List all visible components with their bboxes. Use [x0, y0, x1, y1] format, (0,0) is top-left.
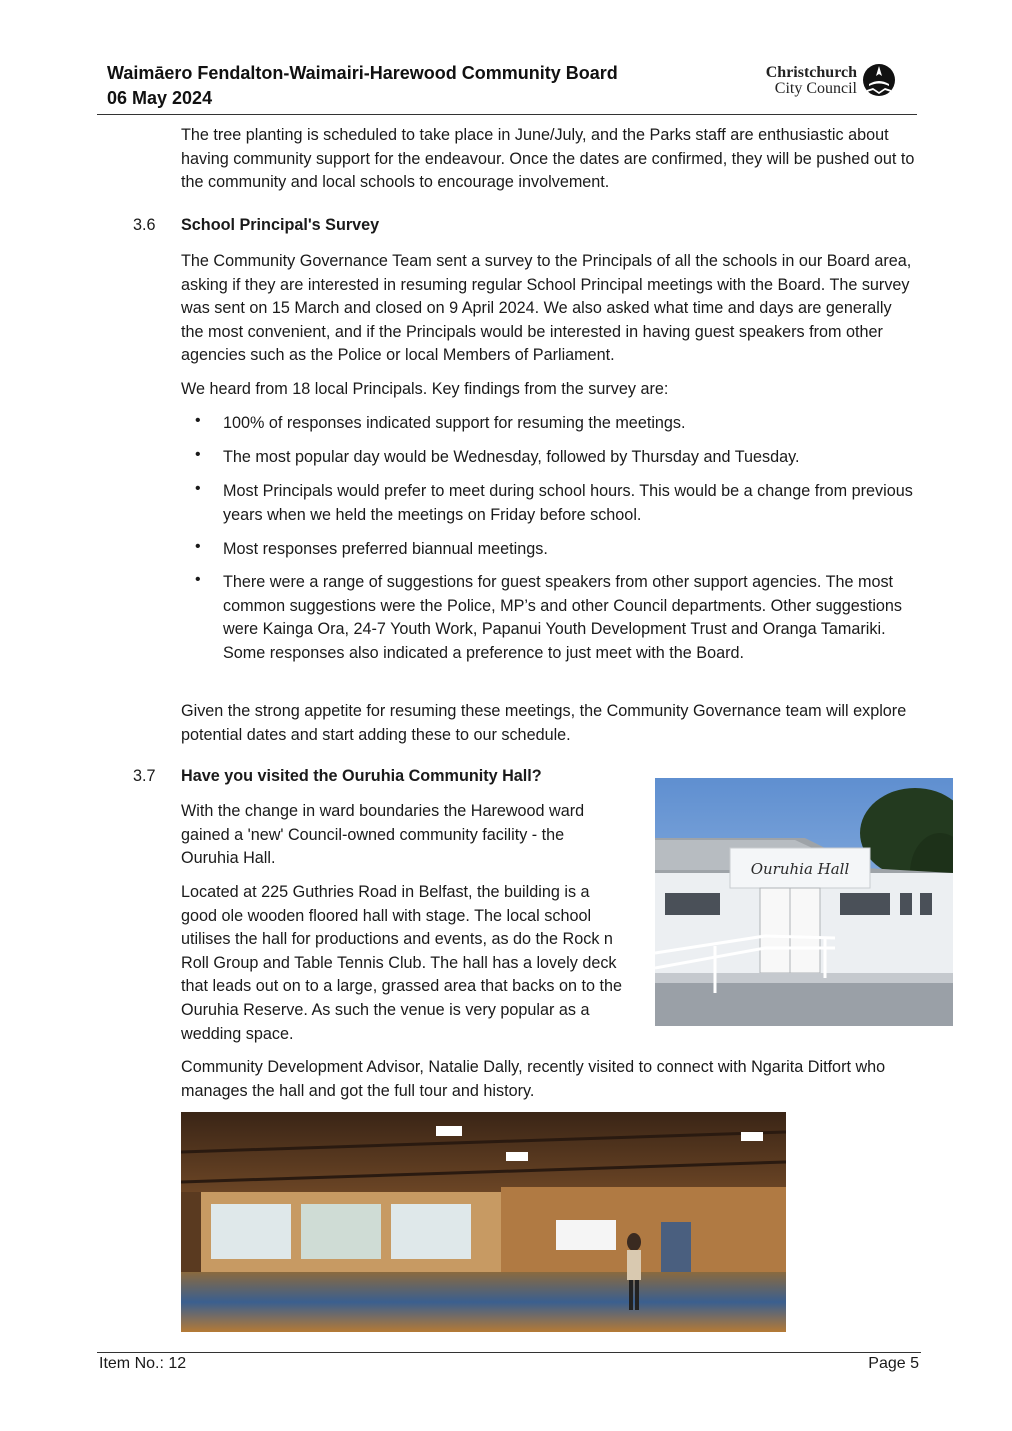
item-number: Item No.: 12 [99, 1355, 187, 1372]
bullet-icon: • [195, 480, 201, 497]
hall-interior-photo [181, 1112, 786, 1332]
bullet-icon: • [195, 446, 201, 463]
logo-line2: City Council [774, 80, 857, 97]
meeting-date: 06 May 2024 [107, 88, 213, 108]
section-title: School Principal's Survey [181, 216, 380, 234]
logo-line1: Christchurch [765, 64, 857, 81]
hall-sign: Ouruhia Hall [750, 860, 850, 878]
bullet-icon: • [195, 412, 201, 429]
bullet-icon: • [195, 538, 201, 555]
section-title: Have you visited the Ouruhia Community Hall? [181, 767, 542, 785]
survey-paragraph: The Community Governance Team sent a survey to the Principals of all the schools in our Board area, asking if they are interested in resuming regular School Principal meetings with the Board. The survey was sent on 15 March and closed on 9 April 2024. We also asked what time and days are generally the most convenient, and if the Principals would be interested in having guest speakers from other agencies such as the Police or local Members of Parliament. [181, 252, 912, 365]
list-item: The most popular day would be Wednesday, followed by Thursday and Tuesday. [223, 448, 800, 466]
hall-visit-paragraph: Community Development Advisor, Natalie Dally, recently visited to connect with Ngarita Ditfort who manages the hall and got the full tour and history. [181, 1058, 886, 1100]
cathedral-logo-icon [861, 62, 897, 98]
intro-paragraph: The tree planting is scheduled to take place in June/July, and the Parks staff are enthusiastic about having community support for the endeavour. Once the dates are confirmed, they will be pushed out to the community and local schools to encourage involvement. [181, 126, 915, 192]
page-number: Page 5 [868, 1355, 919, 1372]
bullet-icon: • [195, 571, 201, 588]
board-title: Waimāero Fendalton-Waimairi-Harewood Community Board [107, 63, 618, 83]
list-item: Most Principals would prefer to meet during school hours. This would be a change from previous years when we held the meetings on Friday before school. [223, 482, 913, 524]
list-item: Most responses preferred biannual meetings. [223, 540, 548, 558]
survey-conclusion: Given the strong appetite for resuming these meetings, the Community Governance team will explore potential dates and start adding these to our schedule. [181, 702, 907, 744]
hall-paragraph-2: Located at 225 Guthries Road in Belfast, the building is a good ole wooden floored hall with stage. The local school utilises the hall for productions and events, as do the Rock n Roll Group and Table Tennis Club. The hall has a lovely deck that leads out on to a large, grassed area that backs on to the Ouruhia Reserve. As such the venue is very popular as a wedding space. [181, 883, 622, 1043]
page-footer [97, 1352, 921, 1372]
section-number: 3.6 [133, 216, 156, 234]
hall-exterior-photo [655, 778, 953, 1026]
section-number: 3.7 [133, 767, 156, 785]
list-item: 100% of responses indicated support for resuming the meetings. [223, 414, 686, 432]
hall-paragraph-1: With the change in ward boundaries the Harewood ward gained a 'new' Council-owned community facility - the Ouruhia Hall. [181, 802, 585, 868]
page-header [97, 62, 917, 115]
list-item: There were a range of suggestions for guest speakers from other support agencies. The most common suggestions were the Police, MP’s and other Council departments. Other suggestions were Kainga Ora, 24-7 Youth Work, Papanui Youth Development Trust and Oranga Tamariki. Some responses also indicated a preference to just meet with the Board. [223, 573, 903, 662]
survey-findings-intro: We heard from 18 local Principals. Key findings from the survey are: [181, 380, 669, 398]
